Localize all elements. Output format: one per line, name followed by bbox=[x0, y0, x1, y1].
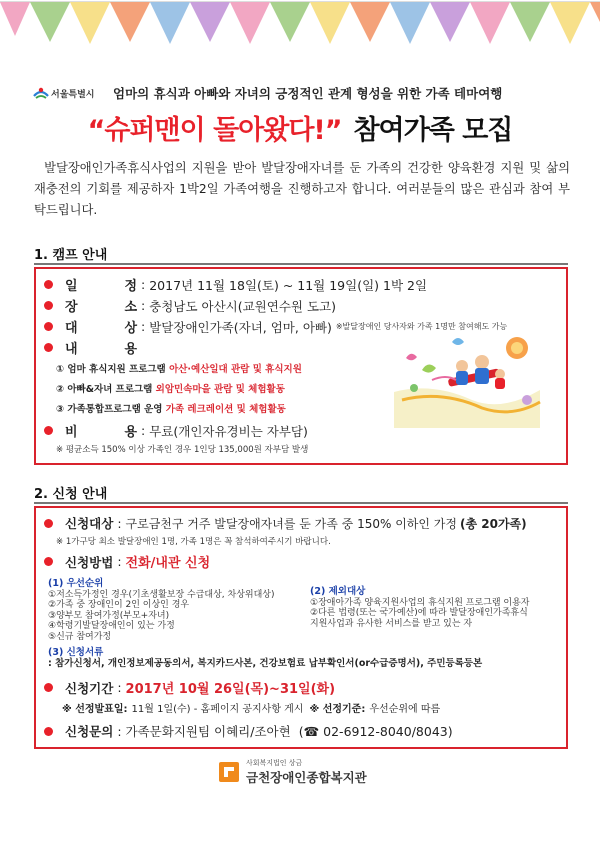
intro-text: 발달장애인가족휴식사업의 지원을 받아 발달장애자녀를 둔 가족의 건강한 양육환경 지원 및 삶의 재충전의 기회를 제공하자 1박2일 가족여행을 진행하고자 합니다. 여러분들의 많은 관심과 참여 부탁드립니다. bbox=[34, 161, 570, 217]
apply-method-row: 신청방법 : 전화/내관 신청 bbox=[44, 552, 210, 571]
bullet-dot bbox=[44, 519, 53, 528]
subtitle: 엄마의 휴식과 아빠와 자녀의 긍정적인 관계 형성을 위한 가족 테마여행 bbox=[113, 86, 503, 101]
org-name: 금천장애인종합복지관 bbox=[246, 770, 367, 785]
bunting-decoration bbox=[0, 0, 600, 60]
page-title bbox=[0, 108, 600, 147]
section2-title: 2. 신청 안내 bbox=[34, 487, 108, 502]
camp-place-row: 장 소 : 충청남도 아산시(교원연수원 도고) bbox=[44, 296, 336, 315]
camp-target-note: ※발달장애인 당사자와 가족 1명만 참여해도 가능 bbox=[335, 322, 508, 331]
section1-title: 1. 캠프 안내 bbox=[34, 248, 108, 263]
list-item: ①저소득가정인 경우(기초생활보장 수급대상, 차상위대상) bbox=[48, 589, 275, 600]
program-item: ① 엄마 휴식지원 프로그램 아산·예산일대 관람 및 휴식지원 bbox=[56, 364, 302, 375]
apply-target-note: ※ 1가구당 최소 발달장애인 1명, 가족 1명은 꼭 참석하여주시기 바랍니다. bbox=[56, 537, 331, 547]
bullet-dot bbox=[44, 280, 53, 289]
camp-date-row: 일 정 : 2017년 11월 18일(토) ~ 11월 19일(일) 1박 2일 bbox=[44, 275, 427, 294]
camp-target-label: 대 상 bbox=[65, 321, 137, 336]
bullet-dot bbox=[44, 301, 53, 310]
camp-cost-value: 무료(개인자유경비는 자부담) bbox=[149, 423, 308, 439]
footer-org-logo bbox=[218, 758, 367, 786]
list-item: 지원사업과 유사한 서비스를 받고 있는 자 bbox=[310, 618, 473, 629]
camp-content-label: 내 용 bbox=[65, 342, 137, 357]
camp-content-row bbox=[44, 338, 137, 357]
list-item: ②가족 중 장애인이 2인 이상인 경우 bbox=[48, 600, 190, 610]
org-small-text: 사회복지법인 상금 bbox=[246, 759, 303, 767]
apply-method-label: 신청방법 bbox=[65, 554, 114, 570]
apply-period-row: 신청기간 : 2017년 10월 26일(목)~31일(화) bbox=[44, 678, 335, 697]
contact-phone: 02-6912-8040/8043) bbox=[323, 723, 453, 739]
program-item: ② 아빠&자녀 프로그램 외암민속마을 관람 및 체험활동 bbox=[56, 384, 285, 395]
org-logo-icon bbox=[218, 761, 240, 783]
apply-info-box bbox=[34, 506, 568, 749]
list-item: ②다른 법령(또는 국가예산)에 따라 발달장애인가족휴식 bbox=[310, 608, 528, 618]
camp-target-row: 대 상 : 발달장애인가족(자녀, 엄마, 아빠) ※발달장애인 당사자와 가족 1명만 참여해도 가능 bbox=[44, 317, 507, 336]
bullet-dot bbox=[44, 343, 53, 352]
bullet-dot bbox=[44, 727, 53, 736]
list-item: ③양부모 참여가정(부모+자녀) bbox=[48, 610, 170, 621]
apply-target-bold: (총 20가족) bbox=[459, 516, 527, 531]
contact-label: 신청문의 bbox=[65, 724, 114, 739]
priority-list: (1) 우선순위 ①저소득가정인 경우(기초생활보장 수급대상, 차상위대상) ②가족 중 장애인이 2인 이상인 경우 ③양부모 참여가정(부모+자녀) ④학령기발달장애인이 있는 가정 ⑤신규 참여가정 bbox=[48, 578, 275, 642]
announce-row: ※ 선정발표일: 11월 1일(수) - 홈페이지 공지사항 게시 ※ 선정기준: 우선순위에 따름 bbox=[62, 704, 441, 715]
title-quoted: “슈퍼맨이 돌아왔다!” bbox=[87, 115, 342, 146]
camp-date-label: 일 정 bbox=[65, 279, 137, 294]
section1-divider bbox=[34, 263, 568, 265]
apply-target-label: 신청대상 bbox=[65, 516, 114, 531]
phone-icon: (☎ bbox=[298, 723, 320, 739]
section2-divider bbox=[34, 502, 568, 504]
superman-family-illustration bbox=[392, 330, 542, 428]
bullet-dot bbox=[44, 683, 53, 692]
apply-target-value: 구로금천구 거주 발달장애자녀를 둔 가족 중 150% 이하인 가정 bbox=[125, 516, 457, 531]
contact-value: 가족문화지원팀 이혜리/조아현 bbox=[125, 724, 291, 739]
contact-row: 신청문의 : 가족문화지원팀 이혜리/조아현 (☎ 02-6912-8040/8043) bbox=[44, 722, 453, 740]
intro-paragraph bbox=[34, 158, 570, 221]
camp-cost-row: 비 용 : 무료(개인자유경비는 자부담) bbox=[44, 421, 308, 440]
camp-cost-note: ※ 평균소득 150% 이상 가족인 경우 1인당 135,000원 자부담 발생 bbox=[56, 445, 309, 455]
list-item: ⑤신규 참여가정 bbox=[48, 631, 112, 642]
apply-target-row: 신청대상 : 구로금천구 거주 발달장애자녀를 둔 가족 중 150% 이하인 가정 (총 20가족) bbox=[44, 514, 527, 532]
bullet-dot bbox=[44, 557, 53, 566]
camp-date-value: 2017년 11월 18일(토) ~ 11월 19일(일) 1박 2일 bbox=[149, 277, 428, 293]
bullet-dot bbox=[44, 426, 53, 435]
apply-method-value: 전화/내관 신청 bbox=[125, 556, 211, 571]
list-item: ①장애아가족 양육지원사업의 휴식지원 프로그램 이용자 bbox=[310, 597, 530, 608]
camp-target-value: 발달장애인가족(자녀, 엄마, 아빠) bbox=[149, 319, 332, 335]
program-item: ③ 가족통합프로그램 운영 가족 레크레이션 및 체험활동 bbox=[56, 404, 286, 415]
camp-place-value: 충청남도 아산시(교원연수원 도고) bbox=[149, 298, 336, 314]
seoul-logo-icon bbox=[33, 86, 49, 100]
documents-list: (3) 신청서류 : 참가신청서, 개인정보제공동의서, 복지카드사본, 건강보험료 납부확인서(or수급증명서), 주민등록등본 bbox=[48, 647, 483, 669]
camp-place-label: 장 소 bbox=[65, 300, 137, 315]
exclude-list: (2) 제외대상 ①장애아가족 양육지원사업의 휴식지원 프로그램 이용자 ②다른 법령(또는 국가예산)에 따라 발달장애인가족휴식 지원사업과 유사한 서비스를 받고 있는 자 bbox=[310, 586, 530, 629]
seoul-logo bbox=[33, 86, 94, 100]
apply-period-value: 2017년 10월 26일(목)~31일(화) bbox=[125, 682, 336, 697]
list-item: ④학령기발달장애인이 있는 가정 bbox=[48, 621, 175, 631]
title-rest: 참여가족 모집 bbox=[353, 115, 513, 146]
camp-cost-label: 비 용 bbox=[65, 425, 137, 440]
seoul-logo-text: 서울특별시 bbox=[51, 89, 95, 100]
bullet-dot bbox=[44, 322, 53, 331]
apply-period-label: 신청기간 bbox=[65, 680, 114, 696]
